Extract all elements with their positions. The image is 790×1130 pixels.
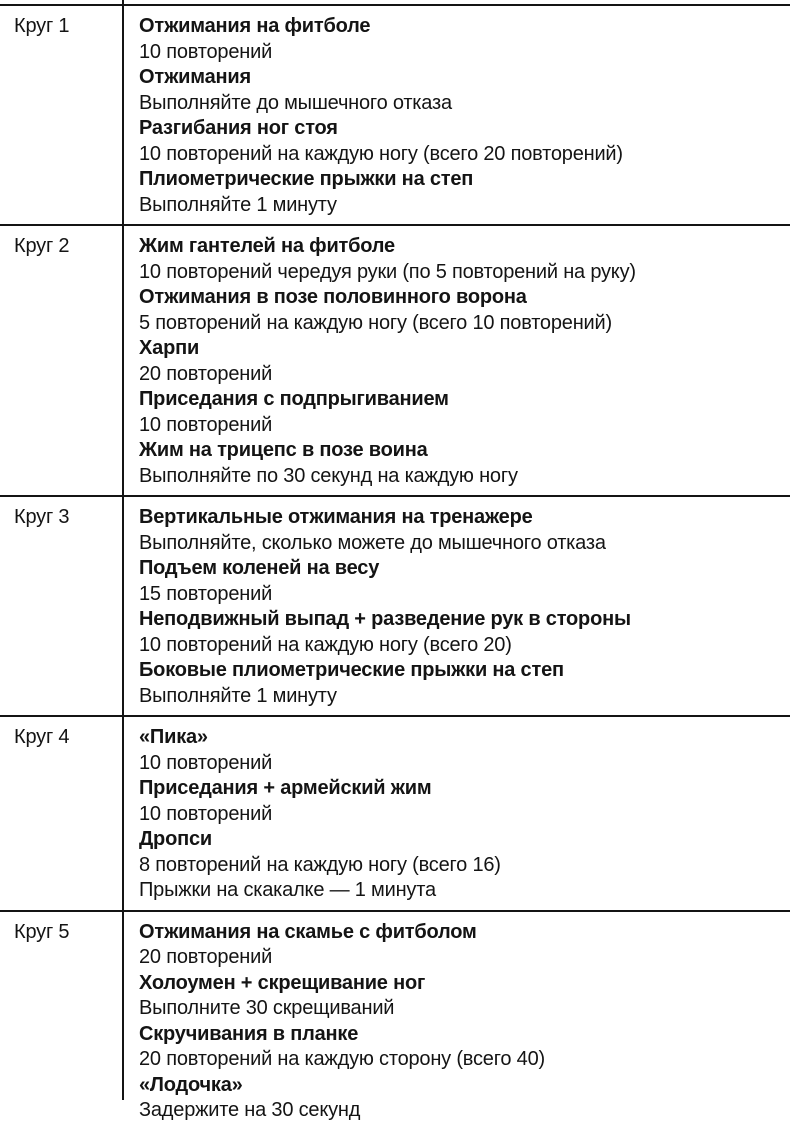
circuit-row	[0, 224, 790, 495]
exercise-detail: 10 повторений	[139, 413, 273, 436]
exercise-detail: 10 повторений	[139, 751, 273, 774]
circuit-exercise-list	[122, 912, 790, 1130]
exercise-name: Приседания с подпрыгиванием	[139, 388, 449, 410]
exercise-name: Боковые плиометрические прыжки на степ	[139, 659, 564, 681]
circuit-label: Круг 4	[14, 726, 70, 748]
circuit-label: Круг 5	[14, 920, 70, 943]
exercise-detail: 8 повторений на каждую ногу (всего 16)	[139, 853, 501, 876]
exercise-detail: Выполните 30 скрещиваний	[139, 997, 395, 1019]
circuit-exercise-list	[122, 497, 790, 715]
exercise-detail: 10 повторений чередуя руки (по 5 повторений на руку)	[139, 260, 636, 283]
exercise-detail: Выполняйте по 30 секунд на каждую ногу	[139, 464, 518, 487]
exercise-name: Холоумен + скрещивание ног	[139, 971, 426, 994]
exercise-detail: 10 повторений на каждую ногу (всего 20 повторений)	[139, 142, 623, 165]
exercise-name: Отжимания на фитболе	[139, 15, 371, 37]
exercise-detail: Выполняйте 1 минуту	[139, 193, 337, 216]
exercise-name: Отжимания на скамье с фитболом	[139, 920, 477, 943]
exercise-detail: Задержите на 30 секунд	[139, 1099, 361, 1121]
exercise-name: «Лодочка»	[139, 1073, 243, 1096]
circuit-rows	[0, 4, 790, 1130]
exercise-name: «Пика»	[139, 726, 208, 748]
circuit-label: Круг 1	[14, 15, 70, 37]
exercise-name: Неподвижный выпад + разведение рук в стороны	[139, 608, 631, 630]
exercise-name: Харпи	[139, 337, 200, 359]
exercise-name: Жим гантелей на фитболе	[139, 235, 395, 257]
exercise-name: Вертикальные отжимания на тренажере	[139, 506, 533, 528]
exercise-detail: Выполняйте, сколько можете до мышечного отказа	[139, 531, 606, 554]
circuit-row	[0, 4, 790, 224]
circuit-row	[0, 910, 790, 1130]
exercise-name: Плиометрические прыжки на степ	[139, 168, 474, 190]
circuit-row	[0, 495, 790, 715]
circuit-row	[0, 715, 790, 910]
exercise-name: Скручивания в планке	[139, 1022, 359, 1045]
exercise-name: Подъем коленей на весу	[139, 557, 380, 579]
exercise-name: Дропси	[139, 828, 212, 850]
exercise-detail: 5 повторений на каждую ногу (всего 10 повторений)	[139, 311, 612, 334]
exercise-detail: 20 повторений	[139, 946, 273, 968]
exercise-name: Отжимания в позе половинного ворона	[139, 286, 527, 308]
exercise-detail: 20 повторений	[139, 362, 273, 385]
exercise-detail: Выполняйте 1 минуту	[139, 684, 337, 707]
exercise-name: Жим на трицепс в позе воина	[139, 439, 428, 461]
exercise-detail: 20 повторений на каждую сторону (всего 40)	[139, 1048, 545, 1070]
circuit-exercise-list	[122, 6, 790, 224]
circuit-exercise-list	[122, 226, 790, 495]
exercise-detail: Прыжки на скакалке — 1 минута	[139, 879, 436, 901]
circuit-exercise-list	[122, 717, 790, 910]
exercise-name: Разгибания ног стоя	[139, 117, 338, 139]
exercise-name: Приседания + армейский жим	[139, 777, 432, 799]
circuit-label: Круг 3	[14, 506, 70, 528]
exercise-detail: 10 повторений	[139, 40, 273, 63]
exercise-detail: 10 повторений на каждую ногу (всего 20)	[139, 633, 512, 656]
exercise-name: Отжимания	[139, 66, 251, 88]
circuit-label: Круг 2	[14, 235, 70, 257]
exercise-detail: Выполняйте до мышечного отказа	[139, 91, 452, 114]
exercise-detail: 15 повторений	[139, 582, 273, 605]
exercise-detail: 10 повторений	[139, 802, 273, 825]
